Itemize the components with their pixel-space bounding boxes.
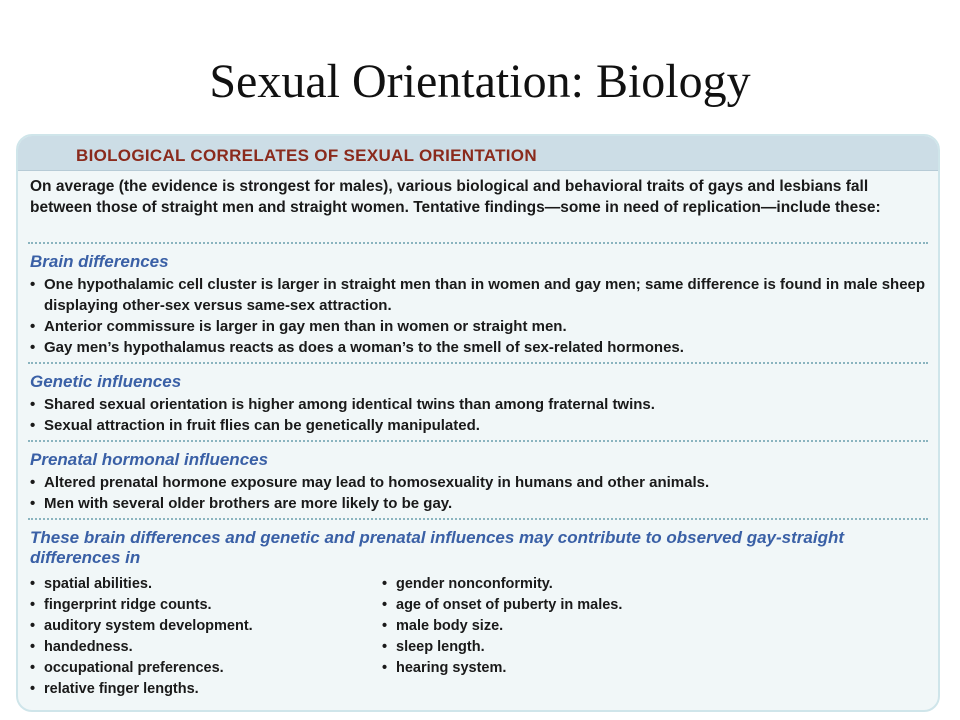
difference-item: • spatial abilities. (30, 574, 370, 595)
prenatal-item: • Altered prenatal hormone exposure may lead to homosexuality in humans and other animals. (30, 472, 928, 493)
difference-item: • auditory system development. (30, 616, 370, 637)
biological-correlates-panel (16, 134, 940, 712)
brain-item: • Anterior commissure is larger in gay men than in women or straight men. (30, 316, 928, 337)
genetic-influences-heading: Genetic influences (30, 372, 182, 391)
difference-item: • relative finger lengths. (30, 679, 370, 700)
genetic-item: • Shared sexual orientation is higher among identical twins than among fraternal twins. (30, 394, 928, 415)
slide-title: Sexual Orientation: Biology (209, 55, 751, 108)
difference-item: • handedness. (30, 637, 370, 658)
difference-item: • gender nonconformity. (382, 574, 782, 595)
brain-differences-section (30, 252, 928, 358)
prenatal-influences-heading: Prenatal hormonal influences (30, 450, 269, 469)
difference-item: • male body size. (382, 616, 782, 637)
difference-item: • sleep length. (382, 637, 782, 658)
intro-paragraph: On average (the evidence is strongest for males), various biological and behavioral traits of gays and lesbians fall between those of straight men and straight women. Tentative findings—some in need of replication—include these: (30, 178, 881, 216)
divider (28, 518, 928, 520)
difference-item: • age of onset of puberty in males. (382, 595, 782, 616)
difference-item: • occupational preferences. (30, 658, 370, 679)
differences-section (30, 528, 928, 697)
divider (28, 242, 928, 244)
difference-item: • hearing system. (382, 658, 782, 679)
panel-header (18, 136, 938, 171)
genetic-influences-section (30, 372, 928, 436)
differences-right-list (382, 574, 782, 679)
brain-item: • Gay men’s hypothalamus reacts as does a woman’s to the smell of sex-related hormones. (30, 337, 928, 358)
prenatal-item: • Men with several older brothers are more likely to be gay. (30, 493, 928, 514)
difference-item: • fingerprint ridge counts. (30, 595, 370, 616)
divider (28, 362, 928, 364)
genetic-item: • Sexual attraction in fruit flies can be genetically manipulated. (30, 415, 928, 436)
differences-heading: These brain differences and genetic and prenatal influences may contribute to observed gay-straight differences in (30, 528, 844, 567)
differences-left-list (30, 574, 370, 700)
brain-item: • One hypothalamic cell cluster is larger in straight men than in women and gay men; same difference is found in male sheep displaying other-sex versus same-sex attraction. (30, 274, 928, 316)
prenatal-influences-section (30, 450, 928, 514)
panel-header-text: BIOLOGICAL CORRELATES OF SEXUAL ORIENTATION (76, 146, 537, 165)
brain-differences-heading: Brain differences (30, 252, 169, 271)
divider (28, 440, 928, 442)
